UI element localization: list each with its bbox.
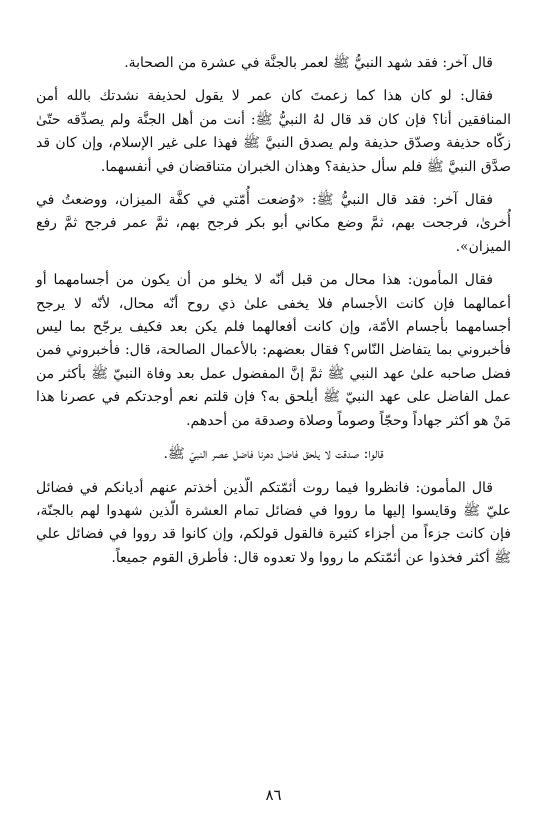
paragraph-6: قال المأمون: فانظروا فيما روت أئمّتكم الّذين أخذتم عنهم أديانكم في فضائل عليّ ﷺ وقايسوا إليها ما رووا في فضائل تمام العشرة الّذين شهدوا لهم بالجنّة، فإن كانت جزءاً من أجزاء كثيرة فالقول قولكم، وإن كانوا قد رووا في فضائل علي ﷺ أكثر فخذوا عن أئمّتكم ما رووا ولا تعدوه قال: فأطرق القوم جميعاً. — [36, 479, 511, 566]
paragraph-2: فقال: لو كان هذا كما زعمتَ كان عمر لا يقول لحذيفة نشدتك بالله أمن المنافقين أنا؟ فإن كان قد قال لهُ النبيُّ ﷺ: أنت من أهل الجنَّة ولم يصدِّقه حتّىٰ زكّاه حذيفة وصدّق حذيفة ولم يصدق النبيَّ ﷺ فهذا على غير الإسلام، وإن كان قد صدَّق النبيَّ ﷺ فلم سأل حذيفة؟ وهذان الخبران متناقضان في أنفسهما. — [36, 88, 511, 175]
page-body — [36, 52, 511, 822]
paragraph-3: فقال آخر: فقد قال النبيُّ ﷺ: «وُضعت أُمّتي في كفَّة الميزان، ووضعتُ في أُخرىٰ، فرجحت بهم، ثمَّ وضع مكاني أبو بكر فرجح بهم، ثمَّ عمر فرجح ثمَّ رفع الميزان». — [36, 192, 511, 255]
paragraph-4: فقال المأمون: هذا محال من قبل أنّه لا يخلو من أن يكون من أجسامهما أو أعمالهما فإن كانت الأجسام فلا يخفى علىٰ ذي روح أنّه محال، لأنّه لا يرجح أجسامهما بأجسام الأمّة، وإن كانت أفعالهما فلم يكن بعد فكيف يرجّح بما ليس فأخبروني بما يتفاضل النّاس؟ فقال بعضهم: بالأعمال الصالحة، قال: فأخبروني فمن فضل صاحبه علىٰ عهد النبي ﷺ ثمَّ إنَّ المفضول عمل بعد وفاة النبيّ ﷺ بأكثر من عمل الفاضل على عهد النبيّ ﷺ أيلحق به؟ فإن قلتم نعم أوجدتكم في عصرنا هذا مَنْ هو أكثر جهاداً وحجّاً وصوماً وصلاة وصدقة من أحدهم. — [36, 272, 511, 429]
paragraph-1: قال آخر: فقد شهد النبيُّ ﷺ لعمر بالجنَّة في عشرة من الصحابة. — [124, 55, 493, 71]
page-number: ٨٦ — [265, 786, 282, 804]
paragraph-5: قالوا: صدقت لا يلحق فاضل دهرنا فاضل عصر النبيّ ﷺ. — [163, 446, 384, 463]
